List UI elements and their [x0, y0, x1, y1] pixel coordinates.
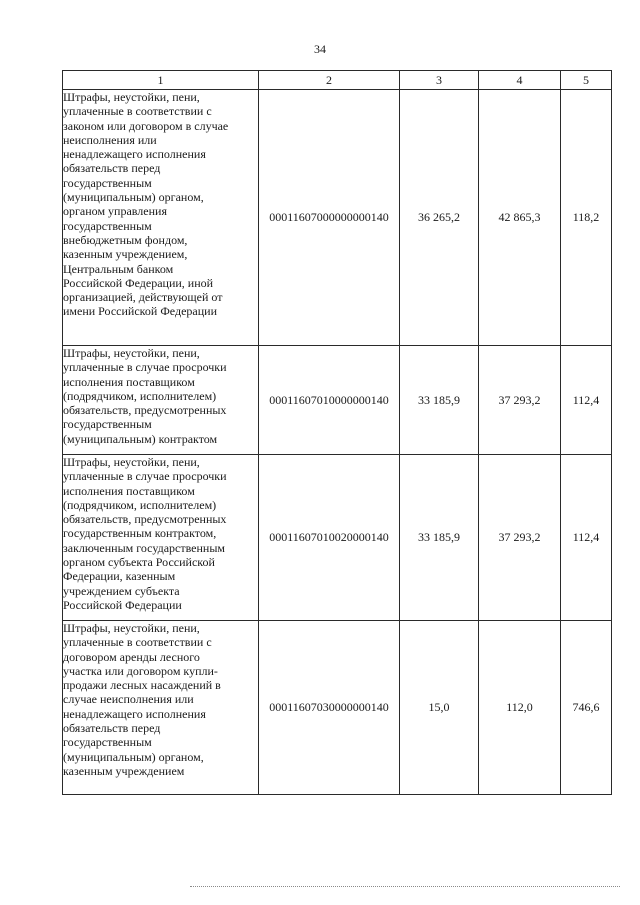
description-line: органом управления — [63, 204, 167, 219]
column-header-5: 5 — [561, 71, 612, 90]
description-line: Российской Федерации — [63, 597, 182, 612]
description-line: учреждением субъекта — [63, 583, 180, 598]
row-description — [63, 455, 259, 621]
description-line: имени Российской Федерации — [63, 304, 217, 319]
row-code: 00011607030000000140 — [259, 621, 400, 795]
description-line: обязательств, предусмотренных — [63, 403, 227, 418]
description-line: обязательств перед — [63, 721, 161, 736]
description-line: продажи лесных насаждений в — [63, 678, 221, 693]
page-number: 34 — [314, 42, 326, 56]
row-value-col5: 118,2 — [561, 90, 612, 346]
row-description — [63, 90, 259, 346]
budget-table — [62, 70, 612, 795]
row-code: 00011607000000000140 — [259, 90, 400, 346]
row-value-col4: 112,0 — [479, 621, 561, 795]
row-description — [63, 346, 259, 455]
row-value-col4: 42 865,3 — [479, 90, 561, 346]
description-line: обязательств, предусмотренных — [63, 512, 227, 527]
description-line: государственным — [63, 735, 152, 750]
row-value-col3: 15,0 — [400, 621, 479, 795]
row-value-col5: 746,6 — [561, 621, 612, 795]
description-line: уплаченные в случае просрочки — [63, 469, 227, 484]
description-line: законом или договором в случае — [63, 118, 229, 133]
description-line: государственным — [63, 218, 152, 233]
table-row — [63, 90, 612, 346]
description-line: Центральным банком — [63, 261, 174, 276]
description-line: органом субъекта Российской — [63, 555, 215, 570]
row-value-col3: 36 265,2 — [400, 90, 479, 346]
description-line: (подрядчиком, исполнителем) — [63, 497, 217, 512]
footer-rule — [190, 886, 620, 887]
description-line: Штрафы, неустойки, пени, — [63, 90, 200, 104]
description-line: государственным — [63, 417, 152, 432]
table-row — [63, 455, 612, 621]
row-code: 00011607010000000140 — [259, 346, 400, 455]
description-line: обязательств перед — [63, 161, 161, 176]
row-description — [63, 621, 259, 795]
description-line: Штрафы, неустойки, пени, — [63, 621, 200, 635]
description-line: (муниципальным) органом, — [63, 749, 204, 764]
row-value-col5: 112,4 — [561, 346, 612, 455]
table-row — [63, 346, 612, 455]
description-line: (подрядчиком, исполнителем) — [63, 388, 217, 403]
description-line: внебюджетным фондом, — [63, 232, 188, 247]
description-line: заключенным государственным — [63, 540, 226, 555]
description-line: неисполнения или — [63, 132, 157, 147]
row-code: 00011607010020000140 — [259, 455, 400, 621]
description-line: участка или договором купли- — [63, 663, 218, 678]
column-header-2: 2 — [259, 71, 400, 90]
row-value-col3: 33 185,9 — [400, 346, 479, 455]
table-row — [63, 621, 612, 795]
column-header-3: 3 — [400, 71, 479, 90]
description-line: уплаченные в соответствии с — [63, 635, 212, 650]
row-value-col4: 37 293,2 — [479, 455, 561, 621]
row-value-col4: 37 293,2 — [479, 346, 561, 455]
description-line: уплаченные в соответствии с — [63, 104, 212, 119]
description-line: организацией, действующей от — [63, 290, 223, 305]
row-value-col3: 33 185,9 — [400, 455, 479, 621]
description-line: казенным учреждением — [63, 763, 185, 778]
row-value-col5: 112,4 — [561, 455, 612, 621]
header-row — [63, 71, 612, 90]
description-line: исполнения поставщиком — [63, 374, 195, 389]
description-line: договором аренды лесного — [63, 649, 200, 664]
description-line: (муниципальным) контрактом — [63, 431, 218, 446]
description-line: Штрафы, неустойки, пени, — [63, 455, 200, 469]
column-header-4: 4 — [479, 71, 561, 90]
description-line: исполнения поставщиком — [63, 483, 195, 498]
description-line: государственным контрактом, — [63, 526, 217, 541]
column-header-1: 1 — [63, 71, 259, 90]
description-line: случае неисполнения или — [63, 692, 194, 707]
description-line: казенным учреждением, — [63, 247, 188, 262]
description-line: (муниципальным) органом, — [63, 190, 204, 205]
description-line: Российской Федерации, иной — [63, 275, 214, 290]
description-line: уплаченные в случае просрочки — [63, 360, 227, 375]
description-line: государственным — [63, 175, 152, 190]
description-line: Штрафы, неустойки, пени, — [63, 346, 200, 360]
description-line: Федерации, казенным — [63, 569, 176, 584]
description-line: ненадлежащего исполнения — [63, 147, 206, 162]
description-line: ненадлежащего исполнения — [63, 706, 206, 721]
